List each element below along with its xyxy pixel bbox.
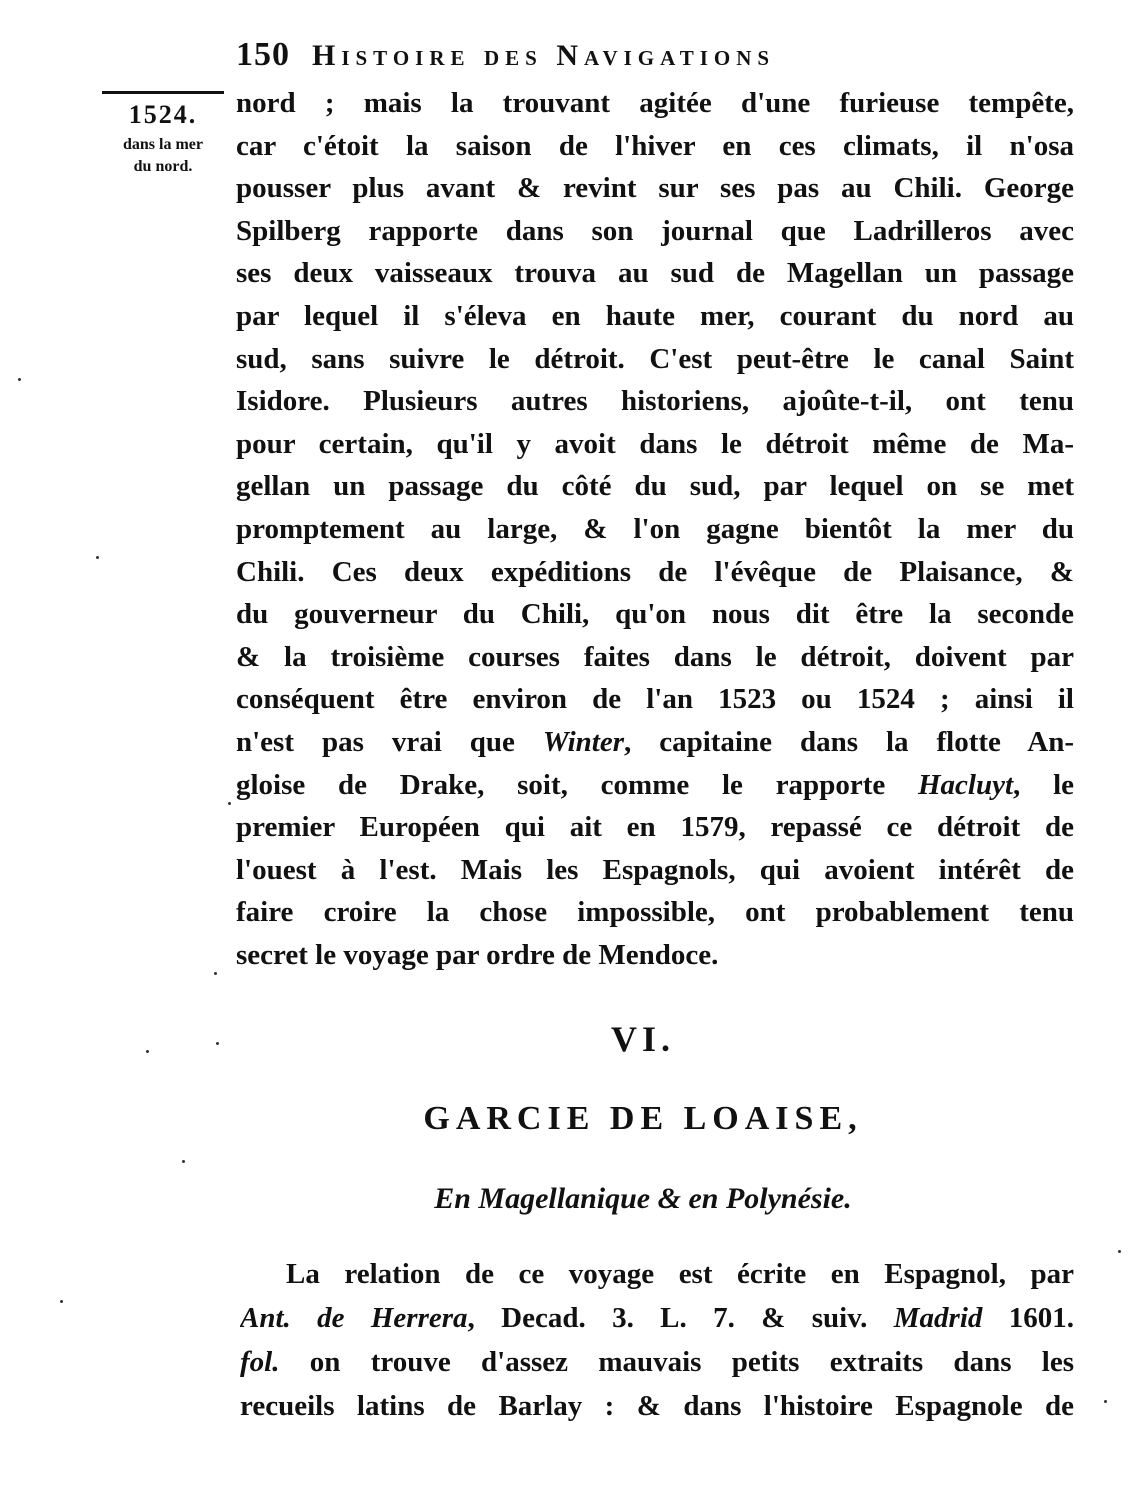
text-segment: gloise de Drake, soit, comme le rapporte xyxy=(236,768,918,801)
margin-note xyxy=(98,100,228,178)
text-line: du gouverneur du Chili, qu'on nous dit être la seconde xyxy=(236,598,1074,631)
text-line: pour certain, qu'il y avoit dans le détroit même de Ma- xyxy=(236,427,1074,460)
print-speck xyxy=(60,1300,63,1303)
text-line: premier Européen qui ait en 1579, repassé ce détroit de xyxy=(236,811,1074,844)
text-line: Spilberg rapporte dans son journal que Ladrilleros avec xyxy=(236,214,1074,247)
section-number: VI. xyxy=(610,1019,675,1059)
text-line: La relation de ce voyage est écrite en Espagnol, par xyxy=(286,1258,1074,1290)
italic-format: fol. xyxy=(240,1346,280,1378)
margin-year: 1524. xyxy=(128,100,198,129)
running-head xyxy=(236,36,1036,80)
text-segment: , capitaine dans la flotte An- xyxy=(623,725,1074,758)
print-speck xyxy=(228,802,231,805)
text-line: l'ouest à l'est. Mais les Espagnols, qui avoient intérêt de xyxy=(236,853,1074,886)
text-line: ses deux vaisseaux trouva au sud de Magellan un passage xyxy=(236,257,1074,290)
section-title: GARCIE DE LOAISE, xyxy=(423,1100,863,1137)
italic-place: Madrid xyxy=(893,1302,983,1334)
body-paragraph xyxy=(236,82,1074,976)
text-line: promptement au large, & l'on gagne bientôt la mer du xyxy=(236,512,1074,545)
print-speck xyxy=(146,1050,149,1053)
text-line: Chili. Ces deux expéditions de l'évêque de Plaisance, & xyxy=(236,555,1074,588)
italic-author: Ant. de Herrera xyxy=(240,1302,468,1334)
text-line: conséquent être environ de l'an 1523 ou 1524 ; ainsi il xyxy=(236,683,1074,716)
text-line: pousser plus avant & revint sur ses pas au Chili. George xyxy=(236,172,1074,205)
text-line: recueils latins de Barlay : & dans l'histoire Espagnole de xyxy=(240,1390,1074,1422)
text-line xyxy=(240,1340,1074,1384)
print-speck xyxy=(18,378,21,381)
page-number: 150 xyxy=(236,36,290,73)
running-title: Histoire des Navigations xyxy=(312,39,776,72)
text-line: secret le voyage par ordre de Mendoce. xyxy=(236,938,719,971)
text-line xyxy=(236,721,1074,764)
text-line: gellan un passage du côté du sud, par lequel on se met xyxy=(236,470,1074,503)
text-line: faire croire la chose impossible, ont probablement tenu xyxy=(236,896,1074,929)
section-subtitle: En Magellanique & en Polynésie. xyxy=(434,1182,852,1215)
print-speck xyxy=(1104,1400,1107,1403)
text-line: car c'étoit la saison de l'hiver en ces climats, il n'osa xyxy=(236,129,1074,162)
print-speck xyxy=(96,556,99,559)
text-line: sud, sans suivre le détroit. C'est peut-être le canal Saint xyxy=(236,342,1074,375)
margin-rule xyxy=(102,91,224,94)
text-line xyxy=(236,764,1074,807)
print-speck xyxy=(1118,1250,1121,1253)
text-line: & la troisième courses faites dans le détroit, doivent par xyxy=(236,640,1074,673)
print-speck xyxy=(216,1042,219,1045)
italic-name-winter: Winter xyxy=(542,725,624,758)
text-line: nord ; mais la trouvant agitée d'une furieuse tempête, xyxy=(236,87,1074,119)
text-segment: , Decad. 3. L. 7. & suiv. xyxy=(467,1302,894,1334)
italic-name-hacluyt: Hacluyt xyxy=(918,768,1014,801)
section-paragraph xyxy=(240,1252,1074,1428)
text-segment: n'est pas vrai que xyxy=(236,725,543,758)
print-speck xyxy=(182,1160,185,1163)
print-speck xyxy=(214,972,217,975)
text-line xyxy=(240,1296,1074,1340)
text-segment: on trouve d'assez mauvais petits extraits dans les xyxy=(279,1346,1074,1378)
text-line: par lequel il s'éleva en haute mer, courant du nord au xyxy=(236,299,1074,332)
text-segment: 1601. xyxy=(982,1302,1074,1334)
text-segment: , le xyxy=(1013,768,1074,801)
text-line: Isidore. Plusieurs autres historiens, ajoûte-t-il, ont tenu xyxy=(236,385,1074,418)
margin-text-line-2: du nord. xyxy=(133,158,193,175)
margin-text-line-1: dans la mer xyxy=(123,136,203,153)
